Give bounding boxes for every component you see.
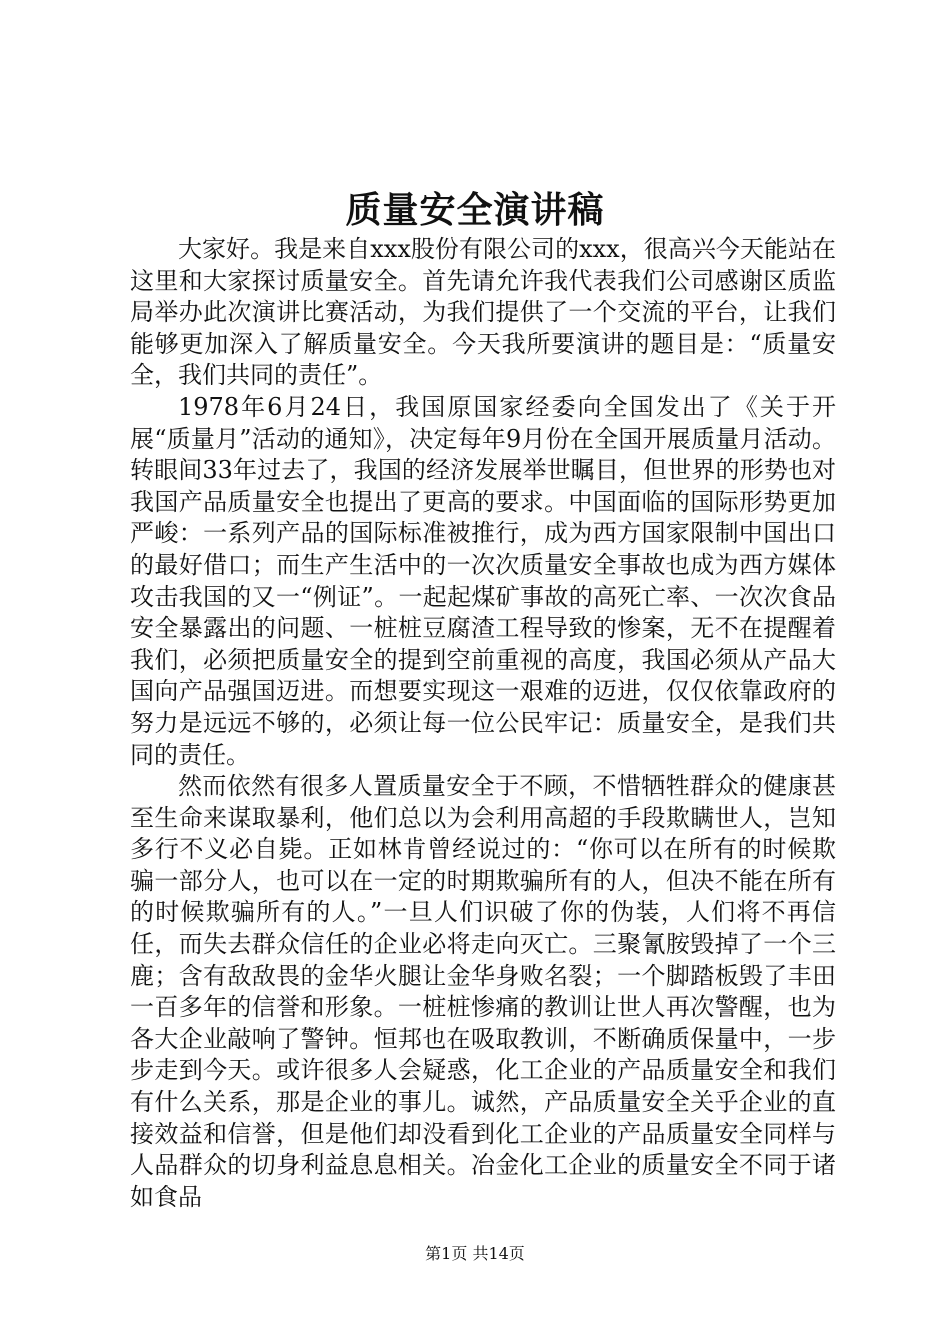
paragraph-1: 大家好。我是来自xxx股份有限公司的xxx，很高兴今天能站在这里和大家探讨质量安全。首先请允许我代表我们公司感谢区质监局举办此次演讲比赛活动，为我们提供了一个交流的平台，让我们能够更加深入了解质量安全。今天我所要演讲的题目是：“质量安全，我们共同的责任”。 xyxy=(130,235,836,390)
paragraph-2: 1978年6月24日，我国原国家经委向全国发出了《关于开展“质量月”活动的通知》，决定每年9月份在全国开展质量月活动。转眼间33年过去了，我国的经济发展举世瞩目，但世界的形势也对我国产品质量安全也提出了更高的要求。中国面临的国际形势更加严峻：一系列产品的国际标准被推行，成为西方国家限制中国出口的最好借口；而生产生活中的一次次质量安全事故也成为西方媒体攻击我国的又一“例证”。一起起煤矿事故的高死亡率、一次次食品安全暴露出的问题、一桩桩豆腐渣工程导致的惨案，无不在提醒着我们，必须把质量安全的提到空前重视的高度，我国必须从产品大国向产品强国迈进。而想要实现这一艰难的迈进，仅仅依靠政府的努力是远远不够的，必须让每一位公民牢记：质量安全，是我们共同的责任。 xyxy=(130,392,836,769)
page-number-footer: 第1页 共14页 xyxy=(425,1244,525,1263)
paragraph-3: 然而依然有很多人置质量安全于不顾，不惜牺牲群众的健康甚至生命来谋取暴利，他们总以为会利用高超的手段欺瞒世人，岂知多行不义必自毙。正如林肯曾经说过的：“你可以在所有的时候欺骗一部分人，也可以在一定的时期欺骗所有的人，但决不能在所有的时候欺骗所有的人。”一旦人们识破了你的伪装，人们将不再信任，而失去群众信任的企业必将走向灭亡。三聚氰胺毁掉了一个三鹿；含有敌敌畏的金华火腿让金华身败名裂；一个脚踏板毁了丰田一百多年的信誉和形象。一桩桩惨痛的教训让世人再次警醒，也为各大企业敲响了警钟。恒邦也在吸取教训，不断确质保量中，一步步走到今天。或许很多人会疑惑，化工企业的产品质量安全和我们有什么关系，那是企业的事儿。诚然，产品质量安全关乎企业的直接效益和信誉，但是他们却没看到化工企业的产品质量安全同样与人品群众的切身利益息息相关。冶金化工企业的质量安全不同于诸如食品 xyxy=(130,772,836,1211)
document-title: 质量安全演讲稿 xyxy=(345,189,605,231)
document-body xyxy=(130,234,836,1213)
